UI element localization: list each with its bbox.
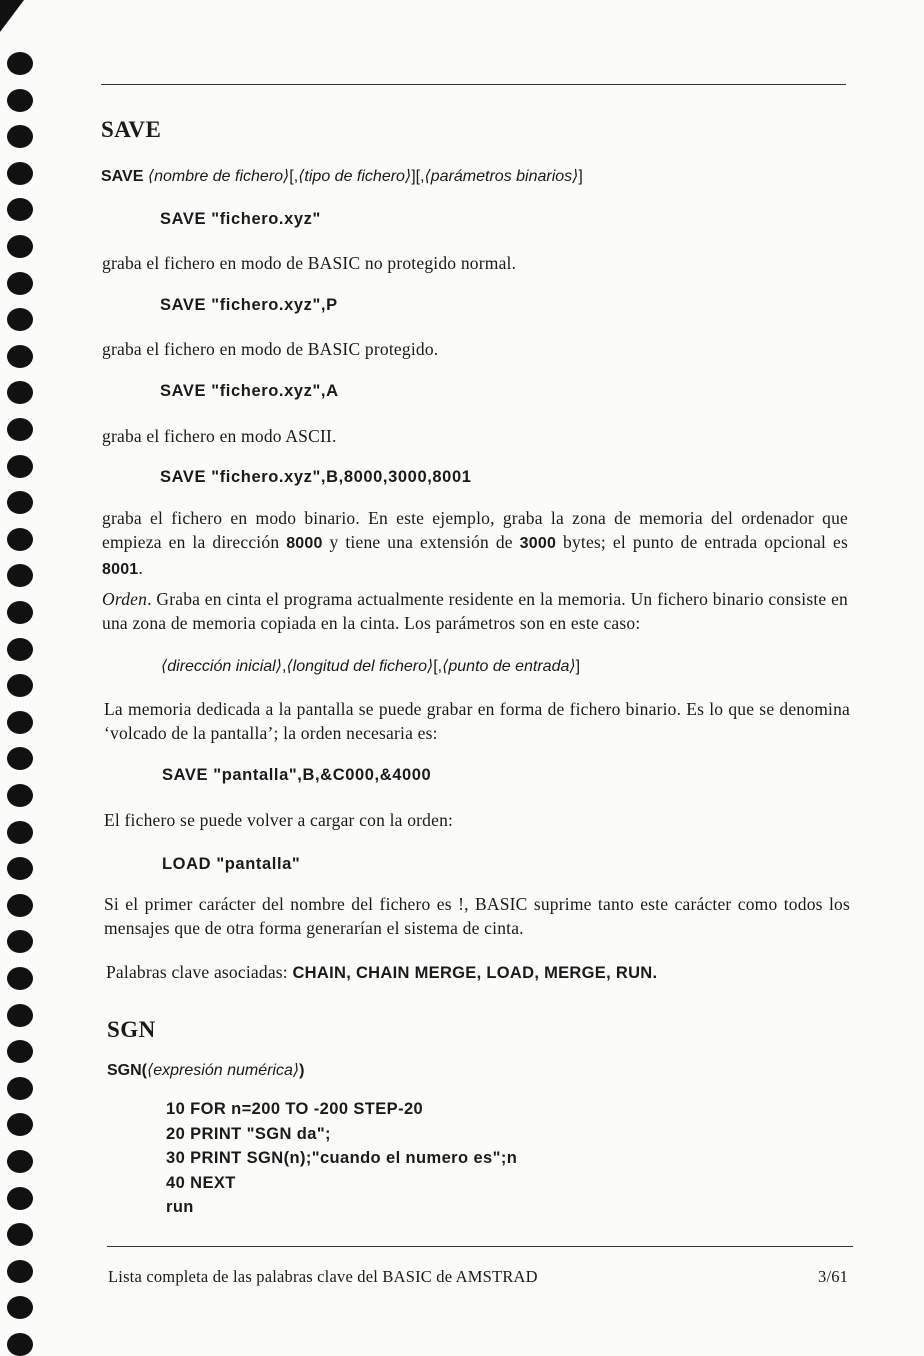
code-line: 30 PRINT SGN(n);"cuando el numero es";n: [166, 1149, 518, 1167]
syntax-keyword: SAVE: [101, 168, 144, 185]
binding-hole: [7, 1040, 33, 1063]
top-rule: [101, 84, 846, 85]
binding-hole: [7, 638, 33, 661]
length-value: 3000: [519, 535, 557, 552]
code-line: 10 FOR n=200 TO -200 STEP-20: [166, 1100, 424, 1118]
related-keywords: [106, 960, 657, 985]
screen-dump-paragraph: La memoria dedicada a la pantalla se puede grabar en forma de fichero binario. Es lo que se denomina ‘volcado de la pantalla’; la orden necesaria es:: [104, 699, 850, 743]
binding-hole: [7, 235, 33, 258]
sgn-code-block: [166, 1097, 517, 1220]
binding-hole: [7, 930, 33, 953]
binary-params-syntax: ⟨dirección inicial⟩,⟨longitud del fichero⟩[,⟨punto de entrada⟩]: [161, 658, 581, 675]
syntax-arg-numeric-expr: ⟨expresión numérica⟩: [147, 1062, 300, 1079]
binding-hole: [7, 711, 33, 734]
syntax-arg-filetype: ⟨tipo de fichero⟩: [298, 168, 412, 185]
binding-hole: [7, 821, 33, 844]
page-corner-mark: [0, 0, 24, 32]
related-label: Palabras clave asociadas:: [106, 962, 293, 982]
code-example: SAVE "pantalla",B,&C000,&4000: [162, 766, 432, 784]
binding-hole: [7, 1150, 33, 1173]
code-example: SAVE "fichero.xyz",B,8000,3000,8001: [160, 468, 472, 486]
page-number: 3/61: [818, 1267, 849, 1286]
binding-hole: [7, 1260, 33, 1283]
code-example: SAVE "fichero.xyz",A: [160, 382, 339, 400]
binding-hole: [7, 1223, 33, 1246]
param-start-address: ⟨dirección inicial⟩: [161, 658, 282, 675]
binding-hole: [7, 747, 33, 770]
syntax-keyword: SGN(: [107, 1062, 147, 1079]
binding-hole: [7, 52, 33, 75]
binding-hole: [7, 1113, 33, 1136]
sgn-syntax: SGN(⟨expresión numérica⟩): [107, 1062, 305, 1079]
section-title-sgn: SGN: [107, 1017, 156, 1042]
example-description: graba el fichero en modo de BASIC protegido.: [102, 339, 439, 359]
binding-hole: [7, 564, 33, 587]
syntax-arg-binary: ⟨parámetros binarios⟩: [424, 168, 579, 185]
binding-holes: [0, 0, 40, 1334]
code-line: 40 NEXT: [166, 1173, 236, 1192]
binding-hole: [7, 89, 33, 112]
footer-title: Lista completa de las palabras clave del BASIC de AMSTRAD: [108, 1267, 538, 1286]
binding-hole: [7, 784, 33, 807]
related-keyword-list: CHAIN, CHAIN MERGE, LOAD, MERGE, RUN.: [292, 964, 658, 982]
example-description: graba el fichero en modo ASCII.: [102, 426, 337, 446]
entry-value: 8001: [102, 561, 139, 578]
binding-hole: [7, 272, 33, 295]
code-example: SAVE "fichero.xyz",P: [160, 296, 338, 314]
binding-hole: [7, 455, 33, 478]
param-entry-point: ⟨punto de entrada⟩: [442, 658, 576, 675]
binding-hole: [7, 674, 33, 697]
code-line: run: [166, 1198, 194, 1216]
example-description: graba el fichero en modo de BASIC no protegido normal.: [102, 253, 517, 273]
binding-hole: [7, 345, 33, 368]
binding-hole: [7, 894, 33, 917]
binding-hole: [7, 1333, 33, 1356]
code-example: LOAD "pantalla": [162, 855, 301, 873]
binding-hole: [7, 125, 33, 148]
code-example: SAVE "fichero.xyz": [160, 210, 321, 228]
address-value: 8000: [286, 535, 323, 552]
binding-hole: [7, 381, 33, 404]
bang-paragraph: Si el primer carácter del nombre del fichero es !, BASIC suprime tanto este carácter como todos los mensajes que de otra forma generarían el sistema de cinta.: [104, 894, 850, 938]
binding-hole: [7, 1004, 33, 1027]
binding-hole: [7, 162, 33, 185]
binding-hole: [7, 198, 33, 221]
syntax-sep: [,: [289, 168, 299, 185]
syntax-sep: ][,: [411, 168, 425, 185]
binding-hole: [7, 308, 33, 331]
section-title-save: SAVE: [101, 117, 162, 142]
binding-hole: [7, 1296, 33, 1319]
syntax-sep: ]: [578, 168, 583, 185]
binding-hole: [7, 1077, 33, 1100]
orden-paragraph: Orden. Graba en cinta el programa actualmente residente en la memoria. Un fichero binario consiste en una zona de memoria copiada en la cinta. Los parámetros son en este caso:: [102, 589, 848, 633]
binding-hole: [7, 601, 33, 624]
orden-label: Orden: [102, 589, 148, 609]
param-file-length: ⟨longitud del fichero⟩: [286, 658, 434, 675]
save-syntax: [101, 166, 583, 186]
binding-hole: [7, 418, 33, 441]
syntax-arg-filename: ⟨nombre de fichero⟩: [147, 168, 290, 185]
binding-hole: [7, 491, 33, 514]
binary-description: graba el fichero en modo binario. En este ejemplo, graba la zona de memoria del ordenador que empieza en la dirección 8000 y tiene una extensión de 3000 bytes; el punto de entrada opcional es 8001.: [102, 508, 848, 578]
bottom-rule: [107, 1246, 853, 1247]
binding-hole: [7, 857, 33, 880]
binding-hole: [7, 967, 33, 990]
binding-hole: [7, 528, 33, 551]
binding-hole: [7, 1187, 33, 1210]
code-line: 20 PRINT "SGN da";: [166, 1124, 331, 1143]
reload-paragraph: El fichero se puede volver a cargar con la orden:: [104, 810, 454, 830]
